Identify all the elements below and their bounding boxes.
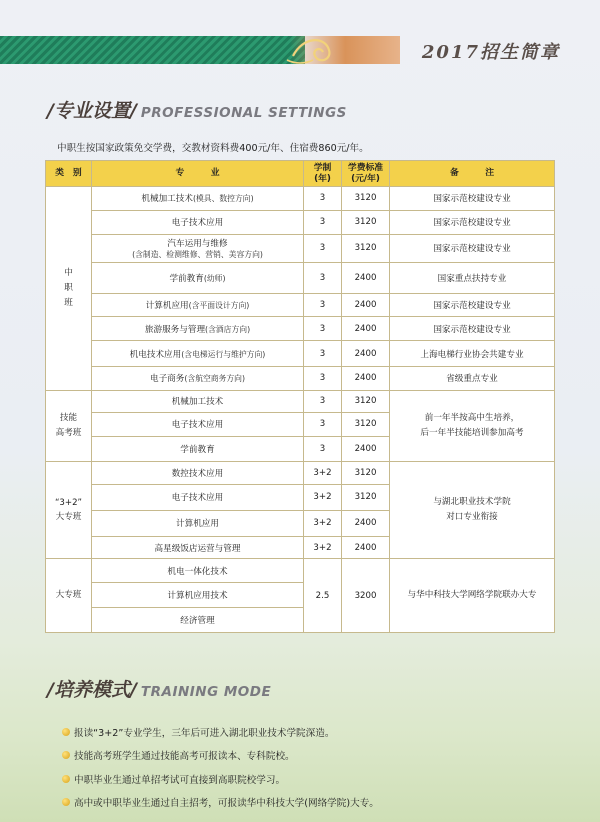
remark-cell: 国家示范校建设专业 xyxy=(390,234,555,262)
table-header-row xyxy=(46,161,555,187)
major-cell: 计算机应用 xyxy=(92,510,304,536)
majors-table xyxy=(45,160,555,633)
header-category: 类 别 xyxy=(46,161,92,187)
major-direction: (含制造、检测维修、营销、美容方向) xyxy=(132,249,263,259)
table-row xyxy=(46,317,555,341)
years-cell: 3 xyxy=(304,293,342,317)
bullet-icon xyxy=(62,775,70,783)
remark-cell: 与华中科技大学网络学院联办大专 xyxy=(390,559,555,633)
fee-cell: 2400 xyxy=(342,367,390,391)
list-item xyxy=(62,791,379,815)
fee-cell: 2400 xyxy=(342,293,390,317)
list-item-text: 报读“3+2”专业学生，三年后可进入湖北职业技术学院深造。 xyxy=(74,727,335,739)
years-cell: 3 xyxy=(304,317,342,341)
remark-cell: 国家示范校建设专业 xyxy=(390,317,555,341)
category-cell: 技能 高考班 xyxy=(46,390,92,461)
training-mode-list xyxy=(62,720,379,814)
banner-green-band xyxy=(0,36,305,64)
list-item xyxy=(62,720,379,744)
remark-cell: 省级重点专业 xyxy=(390,367,555,391)
major-cell: 电子技术应用 xyxy=(92,412,304,437)
bullet-icon xyxy=(62,798,70,806)
major-cell: 计算机应用技术 xyxy=(92,583,304,608)
major-cell: 旅游服务与管理(含酒店方向) xyxy=(92,317,304,341)
years-cell: 2.5 xyxy=(304,559,342,633)
list-item-text: 中职毕业生通过单招考试可直接到高职院校学习。 xyxy=(74,774,286,786)
fee-cell: 3120 xyxy=(342,412,390,437)
fee-cell: 3200 xyxy=(342,559,390,633)
fee-cell: 3120 xyxy=(342,234,390,262)
years-cell: 3 xyxy=(304,234,342,262)
bullet-icon xyxy=(62,728,70,736)
major-direction: (模具、数控方向) xyxy=(192,194,254,204)
major-cell: 机电技术应用(含电梯运行与维护方向) xyxy=(92,341,304,367)
years-cell: 3 xyxy=(304,390,342,412)
bullet-icon xyxy=(62,751,70,759)
major-direction: (含酒店方向) xyxy=(205,324,251,334)
section-title-en: PROFESSIONAL SETTINGS xyxy=(140,105,347,121)
remark-cell: 前一年半按高中生培养， 后一年半技能培训参加高考 xyxy=(390,390,555,461)
fee-cell: 3120 xyxy=(342,210,390,234)
section-title-training xyxy=(47,675,271,702)
years-cell: 3 xyxy=(304,187,342,211)
fee-cell: 2400 xyxy=(342,317,390,341)
remark-cell: 国家示范校建设专业 xyxy=(390,293,555,317)
table-row xyxy=(46,390,555,412)
years-cell: 3 xyxy=(304,210,342,234)
table-row xyxy=(46,262,555,293)
fee-cell: 2400 xyxy=(342,262,390,293)
table-row xyxy=(46,187,555,211)
major-cell: 电子技术应用 xyxy=(92,484,304,510)
fee-notice: 中职生按国家政策免交学费，交教材资料费400元/年、住宿费860元/年。 xyxy=(57,143,369,154)
table-row xyxy=(46,462,555,485)
fee-cell: 2400 xyxy=(342,341,390,367)
header-remark: 备 注 xyxy=(390,161,555,187)
fee-cell: 2400 xyxy=(342,510,390,536)
swirl-ornament-icon xyxy=(285,30,345,70)
major-direction: (幼师) xyxy=(203,273,226,283)
table-row xyxy=(46,293,555,317)
section-title-zh: /培养模式/ xyxy=(47,679,137,701)
years-cell: 3 xyxy=(304,412,342,437)
major-cell: 学前教育(幼师) xyxy=(92,262,304,293)
major-direction: (含航空商务方向) xyxy=(184,374,246,384)
major-cell: 机电一体化技术 xyxy=(92,559,304,583)
major-cell: 数控技术应用 xyxy=(92,462,304,485)
section-title-zh: /专业设置/ xyxy=(47,100,137,122)
header-fee: 学费标准 (元/年) xyxy=(342,161,390,187)
major-direction: (含电梯运行与维护方向) xyxy=(181,349,266,359)
list-item-text: 高中或中职毕业生通过自主招考，可报读华中科技大学(网络学院)大专。 xyxy=(74,798,379,810)
years-cell: 3+2 xyxy=(304,462,342,485)
table-row xyxy=(46,234,555,262)
table-row xyxy=(46,210,555,234)
table-row xyxy=(46,559,555,583)
table-row xyxy=(46,341,555,367)
fee-cell: 3120 xyxy=(342,187,390,211)
remark-cell: 国家重点扶持专业 xyxy=(390,262,555,293)
category-cell: 中 职 班 xyxy=(46,187,92,391)
years-cell: 3 xyxy=(304,437,342,462)
years-cell: 3 xyxy=(304,262,342,293)
major-cell: 经济管理 xyxy=(92,608,304,633)
fee-cell: 2400 xyxy=(342,536,390,559)
fee-cell: 3120 xyxy=(342,462,390,485)
major-cell: 汽车运用与维修 (含制造、检测维修、营销、美容方向) xyxy=(92,234,304,262)
major-direction: (含平面设计方向) xyxy=(188,300,250,310)
years-cell: 3+2 xyxy=(304,536,342,559)
remark-cell: 国家示范校建设专业 xyxy=(390,187,555,211)
header-major: 专 业 xyxy=(92,161,304,187)
major-cell: 计算机应用(含平面设计方向) xyxy=(92,293,304,317)
fee-cell: 2400 xyxy=(342,437,390,462)
section-title-professional xyxy=(47,96,347,123)
major-cell: 机械加工技术 xyxy=(92,390,304,412)
header-banner xyxy=(0,36,600,64)
list-item xyxy=(62,744,379,768)
major-cell: 电子商务(含航空商务方向) xyxy=(92,367,304,391)
category-cell: 大专班 xyxy=(46,559,92,633)
category-cell: “3+2” 大专班 xyxy=(46,462,92,559)
major-cell: 机械加工技术(模具、数控方向) xyxy=(92,187,304,211)
table-row xyxy=(46,367,555,391)
section-title-en: TRAINING MODE xyxy=(140,684,272,700)
remark-cell: 上海电梯行业协会共建专业 xyxy=(390,341,555,367)
years-cell: 3+2 xyxy=(304,510,342,536)
brochure-title: 2017招生简章 xyxy=(421,42,560,63)
major-cell: 高星级饭店运营与管理 xyxy=(92,536,304,559)
major-cell: 电子技术应用 xyxy=(92,210,304,234)
fee-cell: 3120 xyxy=(342,390,390,412)
header-years: 学制 (年) xyxy=(304,161,342,187)
years-cell: 3 xyxy=(304,367,342,391)
remark-cell: 与湖北职业技术学院 对口专业衔接 xyxy=(390,462,555,559)
remark-cell: 国家示范校建设专业 xyxy=(390,210,555,234)
list-item-text: 技能高考班学生通过技能高考可报读本、专科院校。 xyxy=(74,751,295,763)
years-cell: 3 xyxy=(304,341,342,367)
years-cell: 3+2 xyxy=(304,484,342,510)
major-cell: 学前教育 xyxy=(92,437,304,462)
fee-cell: 3120 xyxy=(342,484,390,510)
list-item xyxy=(62,767,379,791)
